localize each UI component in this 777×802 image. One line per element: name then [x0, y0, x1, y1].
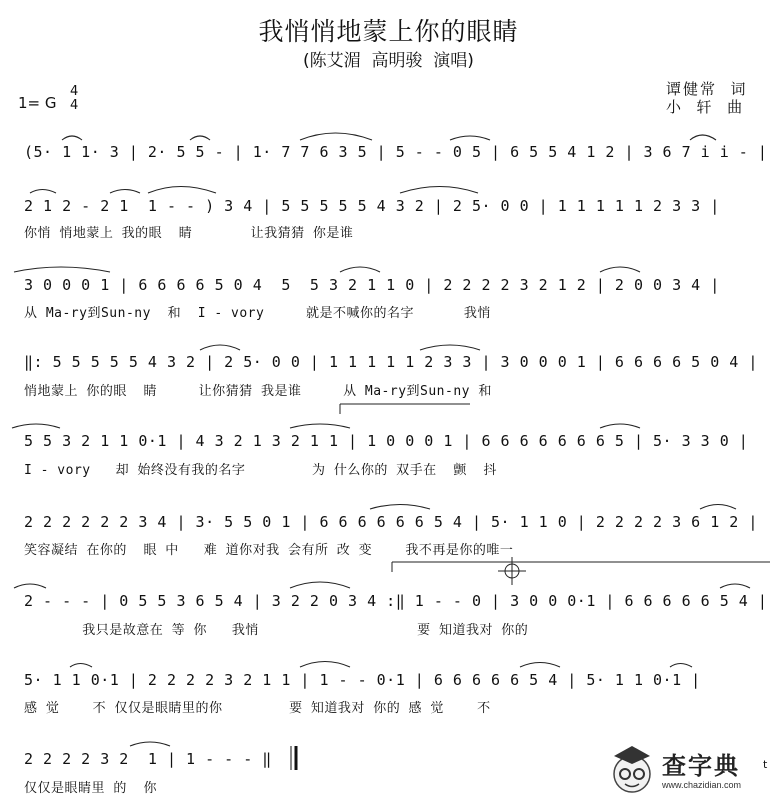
score-line-9-lyrics: 仅仅是眼睛里 的 你: [24, 781, 157, 796]
score-line-8-notes: 5· 1 1 0·1 | 2 2 2 2 3 2 1 1 | 1 - - 0·1 | 6 6 6 6 6 5 4 | 5· 1 1 0·1 |: [24, 671, 701, 689]
slur: [370, 505, 430, 510]
song-title: 我悄悄地蒙上你的眼睛: [258, 17, 519, 46]
slur: [290, 582, 350, 588]
score-line-3-lyrics: 从 Ma-ry到Sun-ny 和 I - vory 就是不喊你的名字 我悄: [24, 306, 491, 321]
lyricist-credit: 谭健常 词: [666, 80, 748, 98]
watermark-url: www.chazidian.com: [662, 780, 742, 790]
slur: [110, 190, 140, 194]
slur: [12, 424, 60, 428]
slur: [200, 345, 240, 350]
slur: [62, 136, 82, 140]
slur: [720, 584, 750, 588]
slur: [600, 267, 640, 272]
slur: [290, 424, 350, 428]
stray-character: t: [763, 758, 768, 771]
slur: [300, 662, 350, 668]
watermark-brand: 查字典: [662, 752, 740, 780]
slur: [700, 505, 736, 510]
slur: [400, 187, 478, 194]
slur: [340, 267, 380, 272]
score-line-7-lyrics: 我只是故意在 等 你 我悄 要 知道我对 你的: [24, 623, 529, 638]
slur: [420, 345, 480, 350]
slur: [14, 584, 46, 588]
score-line-2-lyrics: 你悄 悄地蒙上 我的眼 睛 让我猜猜 你是谁: [24, 226, 354, 241]
slur: [190, 136, 210, 140]
slur: [130, 742, 170, 746]
score-line-1-notes: (5· 1 1· 3 | 2· 5 5 - | 1· 7 7 6 3 5 | 5 - - 0 5 | 6 5 5 4 1 2 | 3 6 7 i i - |: [24, 143, 768, 161]
score-line-8-lyrics: 感 觉 不 仅仅是眼睛里的你 要 知道我对 你的 感 觉 不: [24, 701, 491, 716]
slur: [600, 424, 640, 428]
score-line-3-notes: 3 0 0 0 1 | 6 6 6 6 5 0 4 5 5 3 2 1 1 0 | 2 2 2 2 3 2 1 2 | 2 0 0 3 4 |: [24, 276, 720, 294]
crosshair-icon: [498, 557, 526, 585]
time-signature-bottom: 4: [70, 98, 79, 113]
score-line-4-lyrics: 悄地蒙上 你的眼 睛 让你猜猜 我是谁 从 Ma-ry到Sun-ny 和: [24, 384, 492, 399]
key-signature: 1= G: [18, 94, 57, 112]
slur: [690, 135, 716, 140]
slur: [14, 267, 110, 272]
score-line-7-notes: 2 - - - | 0 5 5 3 6 5 4 | 3 2 2 0 3 4 :‖ 1 - - 0 | 3 0 0 0·1 | 6 6 6 6 6 5 4 |: [24, 592, 768, 610]
score-line-6-lyrics: 笑容凝结 在你的 眼 中 难 道你对我 会有所 改 变 我不再是你的唯一: [24, 543, 514, 558]
slur: [670, 664, 692, 668]
score-line-9-notes: 2 2 2 2 3 2 1 | 1 - - - ‖: [24, 750, 272, 768]
site-watermark: [606, 742, 770, 798]
score-line-5-notes: 5 5 3 2 1 1 0·1 | 4 3 2 1 3 2 1 1 | 1 0 0 0 1 | 6 6 6 6 6 6 6 5 | 5· 3 3 0 |: [24, 432, 749, 450]
score-line-2-notes: 2 1 2 - 2 1 1 - - ) 3 4 | 5 5 5 5 5 4 3 2 | 2 5· 0 0 | 1 1 1 1 1 2 3 3 |: [24, 197, 720, 215]
time-signature-top: 4: [70, 84, 79, 99]
slur: [30, 190, 56, 194]
performers: (陈艾湄 高明骏 演唱): [303, 51, 474, 71]
slur: [520, 663, 560, 668]
slur: [300, 133, 372, 140]
composer-credit: 小 轩 曲: [666, 98, 745, 116]
score-line-6-notes: 2 2 2 2 2 2 3 4 | 3· 5 5 0 1 | 6 6 6 6 6 6 5 4 | 5· 1 1 0 | 2 2 2 2 3 6 1 2 |: [24, 513, 758, 531]
score-line-5-lyrics: I - vory 却 始终没有我的名字 为 什么你的 双手在 颤 抖: [24, 463, 497, 478]
slur: [450, 136, 490, 140]
score-line-4-notes: ‖: 5 5 5 5 5 4 3 2 | 2 5· 0 0 | 1 1 1 1 1 2 3 3 | 3 0 0 0 1 | 6 6 6 6 5 0 4 |: [24, 353, 758, 371]
slur: [148, 187, 216, 194]
slur: [70, 664, 92, 668]
mascot-icon: [606, 742, 658, 798]
